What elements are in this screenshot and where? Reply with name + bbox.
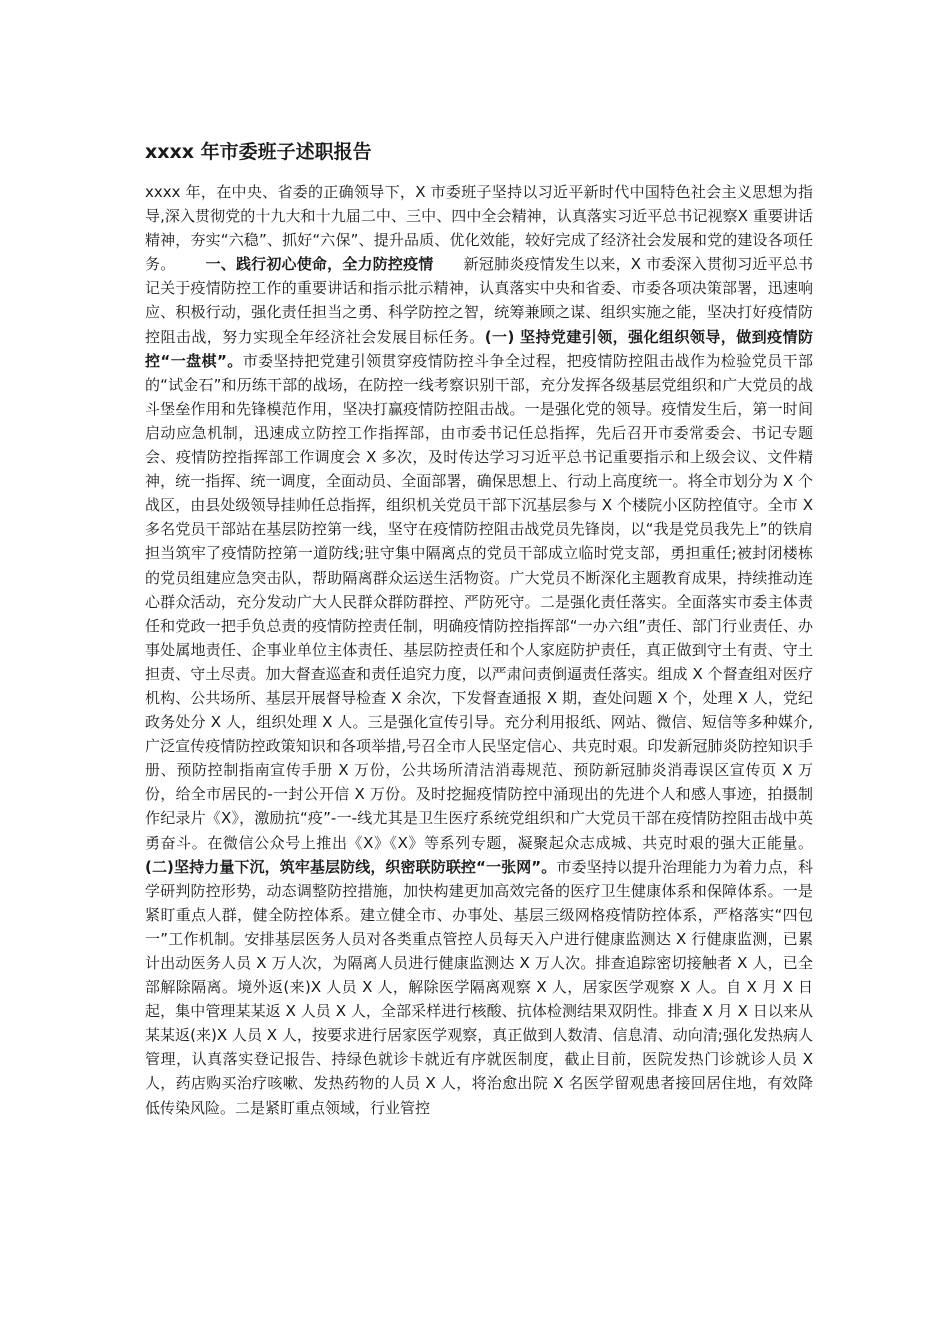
subsection-heading-1-1: (一) 坚持党建引领，强化组织领导，做到疫情防控“一盘棋”。 xyxy=(145,327,813,370)
intro-paragraph: xxxx 年，在中央、省委的正确领导下，X 市委班子坚持以习近平新时代中国特色社会主义思想为指导,深入贯彻党的十九大和十九届二中、三中、四中全会精神，认真落实习近平总书记视察X 重要讲话精神，夯实“六稳”、抓好“六保”、提升品质、优化效能，较好完成了经济社会发展和党的建设各项任务。 xyxy=(145,183,813,274)
document-body xyxy=(145,180,813,1120)
section-heading-1: 一、践行初心使命，全力防控疫情 xyxy=(205,255,434,274)
section-1-paragraph: 新冠肺炎疫情发生以来，X 市委深入贯彻习近平总书记关于疫情防控工作的重要讲话和指示批示精神，认真落实中央和省委、市委各项决策部署，迅速响应、积极行动，强化责任担当之勇、科学防控之智，统筹兼顾之谋、组织实施之能，坚决打好疫情防控阻击战，努力实现全年经济社会发展目标任务。 xyxy=(145,255,813,346)
subsection-1-2-paragraph: 市委坚持以提升治理能力为着力点，科学研判防控形势，动态调整防控措施，加快构建更加高效完备的医疗卫生健康体系和保障体系。一是紧盯重点人群，健全防控体系。建立健全市、办事处、基层三级网格疫情防控体系，严格落实“四包一”工作机制。安排基层医务人员对各类重点管控人员每天入户进行健康监测达 X 行健康监测，已累计出动医务人员 X 万人次，为隔离人员进行健康监测达 X 万人次。排查追踪密切接触者 X 人，已全部解除隔离。境外返(来)X 人员 X 人，解除医学隔离观察 X 人，居家医学观察 X 人。自 X 月 X 日起，集中管理某某返 X 人员 X 人，全部采样进行核酸、抗体检测结果双阴性。排查 X 月 X 日以来从某某返(来)X 人员 X 人，按要求进行居家医学观察，真正做到人数清、信息清、动向清;强化发热病人管理，认真落实登记报告、持绿色就诊卡就近有序就医制度，截止目前，医院发热门诊就诊人员 X 人，药店购买治疗咳嗽、发热药物的人员 X 人，将治愈出院 X 名医学留观患者接回居住地，有效降低传染风险。二是紧盯重点领域，行业管控 xyxy=(145,857,813,1117)
subsection-heading-1-2: (二)坚持力量下沉，筑牢基层防线，织密联防联控“一张网”。 xyxy=(145,857,557,876)
subsection-1-1-paragraph: 市委坚持把党建引领贯穿疫情防控斗争全过程，把疫情防控阻击战作为检验党员干部的“试金石”和历练干部的战场，在防控一线考察识别干部，充分发挥各级基层党组织和广大党员的战斗堡垒作用和先锋模范作用，坚决打赢疫情防控阻击战。一是强化党的领导。疫情发生后，第一时间启动应急机制，迅速成立防控工作指挥部，由市委书记任总指挥，先后召开市委常委会、书记专题会、疫情防控指挥部工作调度会 X 多次，及时传达学习习近平总书记重要指示和上级会议、文件精神，统一指挥、统一调度，全面动员、全面部署，确保思想上、行动上高度统一。将全市划分为 X 个战区，由县处级领导挂帅任总指挥，组织机关党员干部下沉基层参与 X 个楼院小区防控值守。全市 X 多名党员干部站在基层防控第一线，坚守在疫情防控阻击战党员先锋岗，以“我是党员我先上”的铁肩担当筑牢了疫情防控第一道防线;驻守集中隔离点的党员干部成立临时党支部，勇担重任;被封闭楼栋的党员组建应急突击队，帮助隔离群众运送生活物资。广大党员不断深化主题教育成果，持续推动连心群众活动，充分发动广大人民群众群防群控、严防死守。二是强化责任落实。全面落实市委主体责任和党政一把手负总责的疫情防控责任制，明确疫情防控指挥部“一办六组”责任、部门行业责任、办事处属地责任、企事业单位主体责任、基层防控责任和个人家庭防护责任，真正做到守土有责、守土担责、守土尽责。加大督查巡查和责任追究力度，以严肃问责倒逼责任落实。组成 X 个督查组对医疗机构、公共场所、基层开展督导检查 X 余次，下发督查通报 X 期，查处问题 X 个，处理 X 人，党纪政务处分 X 人，组织处理 X 人。三是强化宣传引导。充分利用报纸、网站、微信、短信等多种媒介,广泛宣传疫情防控政策知识和各项举措,号召全市人民坚定信心、共克时艰。印发新冠肺炎防控知识手册、预防控制指南宣传手册 X 万份，公共场所清洁消毒规范、预防新冠肺炎消毒误区宣传页 X 万份，给全市居民的-一封公开信 X 万份。及时挖掘疫情防控中涌现出的先进个人和感人事迹，拍摄制作纪录片《X》，激励抗“疫”-一-线尤其是卫生医疗系统党组织和广大党员干部在疫情防控阻击战中英勇奋斗。在微信公众号上推出《X》《X》等系列专题，凝聚起众志成城、共克时艰的强大正能量。 xyxy=(145,351,813,852)
document-title: xxxx 年市委班子述职报告 xyxy=(145,141,372,163)
